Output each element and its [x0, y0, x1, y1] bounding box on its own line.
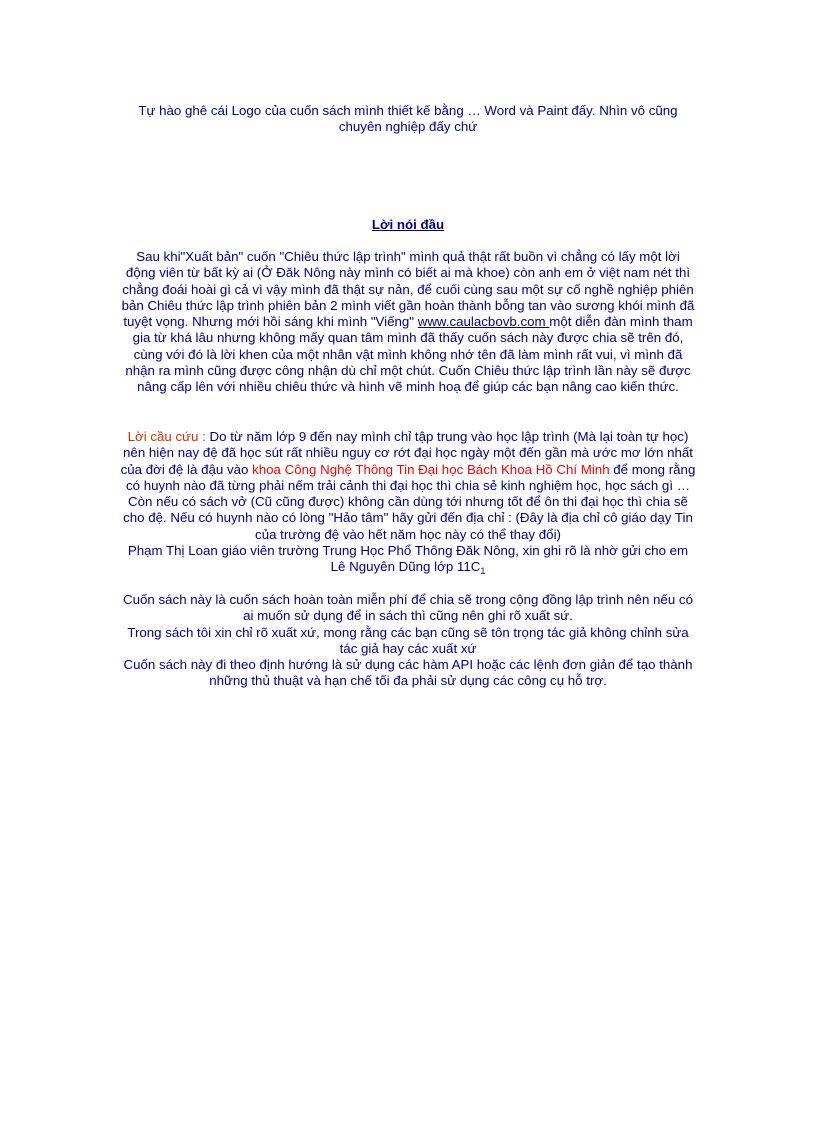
recipient-class-subscript: 1: [480, 566, 486, 577]
forum-link[interactable]: www.caulacbovb.com: [417, 314, 550, 330]
license-paragraph-approach: Cuốn sách này đi theo định hướng là sử dụng các hàm API hoặc các lệnh đơn giản để tạo thành những thủ thuật và hạn chế tối đa phải sử dụng các công cụ hỗ trợ.: [123, 657, 693, 689]
preface-text-1: Sau khi"Xuất bản" cuốn "Chiêu thức lập trình" mình quả thật rất buồn vì chẳng có lấy một lời động viên từ bất kỳ ai (Ở Đăk Nông này mình có biết ai mà khoe) còn anh em ở việt nam nét thì chẳng đoái hoài gì cả vì vậy mình đã thật sự nản, để cuối cùng sau một sự cố nghề nghiệp phiên bản Chiêu thức lập trình phiên bản 2 mình viết gần hoàn thành bỗng tan vào sương khói mình đã tuyệt vọng. Nhưng mới hồi sáng khi mình "Viếng": [121, 249, 695, 330]
preface-heading: Lời nói đầu: [371, 217, 445, 232]
appeal-section: [120, 429, 696, 580]
university-highlight: khoa Công Nghệ Thông Tin Đại học Bách Khoa Hồ Chí Minh: [252, 461, 610, 477]
appeal-text-1: Do từ năm lớp 9 đến nay mình chỉ tập trung vào học lập trình (Mà lại toàn tự học) nên hiện nay đệ đã học sút rất nhiều nguy cơ rớt đại học ngày một đến gần mà ước mơ lớn nhất của đời đệ là đậu vào: [120, 429, 693, 477]
recipient-name: Lê Nguyên Dũng lớp 11C: [330, 559, 481, 575]
preface-text-2: một diễn đàn mình tham gia từ khá lâu nhưng không mấy quan tâm mình đã thấy cuốn sách này được chia sẽ trên đó, cùng với đó là lời khen của một nhân vật mình không nhớ tên đã làm mình rất vui, vì mình đã nhận ra mình cũng được công nhận dù chỉ một chút. Cuốn Chiêu thức lập trình lần này sẽ được nâng cấp lên với nhiều chiêu thức và hình vẽ minh hoạ để giúp các bạn nâng cao kiến thức.: [125, 314, 693, 395]
preface-paragraph: [120, 249, 696, 396]
appeal-label: Lời cầu cứu :: [127, 429, 206, 444]
logo-caption-line-2: chuyên nghiệp đấy chứ: [338, 119, 478, 135]
appeal-text-2: để mong rằng có huynh nào đã từng phải nếm trải cảnh thi đại học thì chia sẻ kinh nghiệm học, học sách gì … Còn nếu có sách vở (Cũ cũng được) không cần dùng tới nhưng tốt để ôn thi đại học thì chia sẽ cho đệ. Nếu có huynh nào có lòng "Hảo tâm" hãy gửi đến địa chỉ : (Đây là địa chỉ cô giáo dạy Tin của trường đệ vào hết năm học này có thể thay đổi): [123, 461, 696, 542]
license-paragraph-attribution: Trong sách tôi xin chỉ rõ xuất xứ, mong rằng các bạn cũng sẽ tôn trọng tác giả không chỉnh sửa tác giả hay các xuất xứ: [127, 624, 689, 656]
teacher-address: Phạm Thị Loan giáo viên trường Trung Học Phổ Thông Đăk Nông, xin ghi rõ là nhờ gửi cho em: [127, 543, 689, 559]
logo-caption-line-1: Tự hào ghê cái Logo của cuốn sách mình thiết kế bằng … Word và Paint đấy. Nhìn vô cũng: [138, 103, 678, 118]
license-paragraph-free: Cuốn sách này là cuốn sách hoàn toàn miễn phí để chia sẽ trong cộng đồng lập trình nên nếu có ai muốn sử dụng để in sách thì cũng nên ghi rõ xuất sứ.: [123, 592, 693, 624]
logo-caption: [130, 103, 686, 136]
license-section: [120, 592, 696, 690]
